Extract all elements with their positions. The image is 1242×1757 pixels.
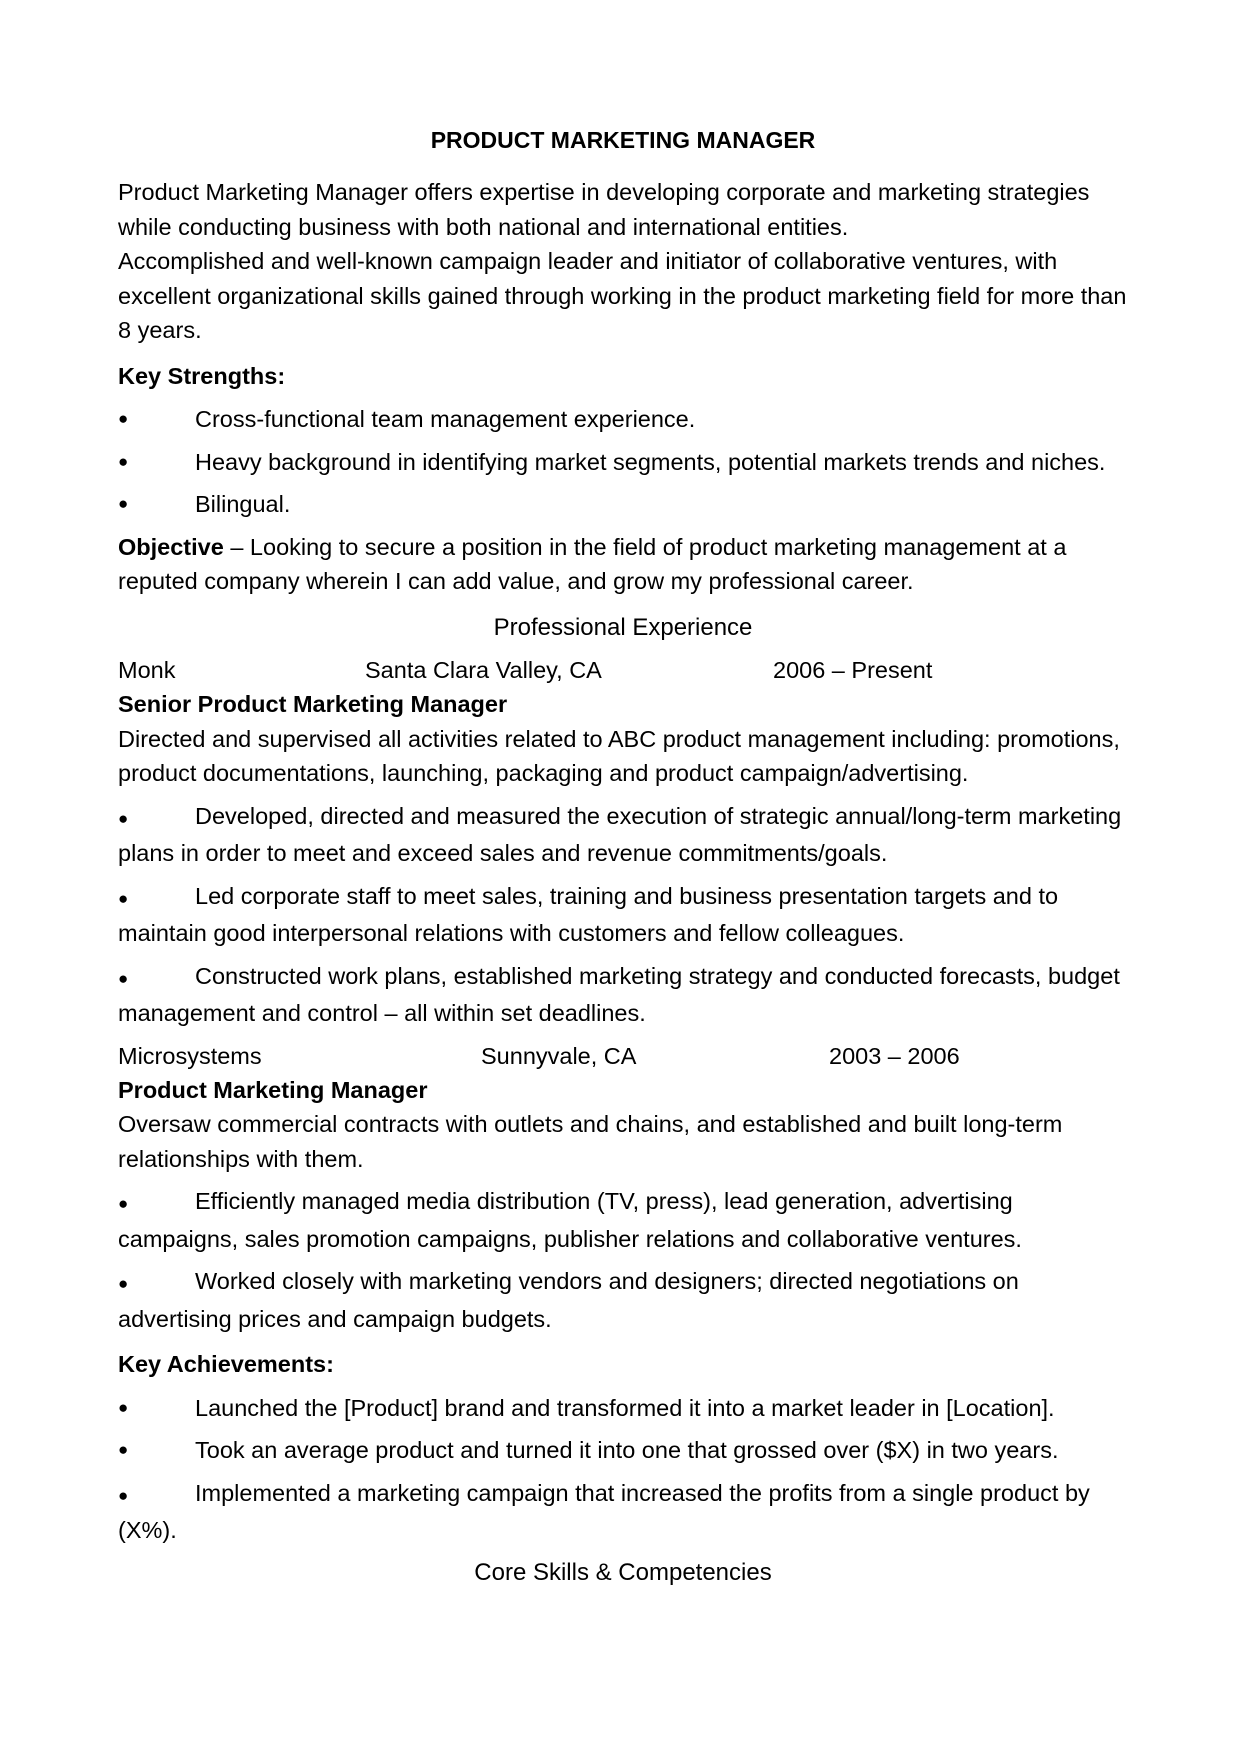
- bullet-icon: ●: [118, 1194, 129, 1213]
- job-1-bullets: [118, 799, 1128, 1031]
- strength-text: Bilingual.: [195, 491, 291, 517]
- key-achievements-list: [118, 1391, 1128, 1548]
- job-bullet-text: Efficiently managed media distribution (TV, press), lead generation, advertising campaigns, sales promotion campaigns, publisher relations and collaborative ventures.: [118, 1188, 1022, 1252]
- list-item: [118, 959, 1128, 1031]
- bullet-icon: ●: [118, 968, 129, 988]
- key-strengths-list: [118, 402, 1128, 522]
- key-strengths-heading: Key Strengths:: [118, 362, 286, 389]
- bullet-icon: ●: [118, 808, 129, 828]
- core-skills-heading: Core Skills & Competencies: [474, 1558, 772, 1586]
- resume-title: PRODUCT MARKETING MANAGER: [430, 127, 816, 153]
- list-item: [118, 445, 1128, 480]
- job-company: Microsystems: [118, 1042, 262, 1069]
- job-location: Santa Clara Valley, CA: [365, 657, 602, 683]
- bullet-icon: ●: [118, 1274, 129, 1293]
- job-company: Monk: [118, 657, 176, 683]
- list-item: [118, 1433, 1128, 1468]
- job-title: Product Marketing Manager: [118, 1076, 428, 1103]
- bullet-icon: ●: [118, 494, 129, 513]
- achievement-text: Took an average product and turned it into one that grossed over ($X) in two years.: [195, 1437, 1059, 1463]
- job-header-1: [118, 653, 1128, 687]
- key-achievements-heading: Key Achievements:: [118, 1351, 334, 1377]
- resume-page: [118, 125, 1128, 1598]
- bullet-icon: ●: [118, 1397, 129, 1417]
- job-dates: 2003 – 2006: [829, 1042, 960, 1069]
- achievement-text: Launched the [Product] brand and transformed it into a market leader in [Location].: [195, 1394, 1055, 1421]
- bullet-icon: ●: [118, 1485, 129, 1505]
- professional-experience-heading: Professional Experience: [493, 613, 753, 641]
- job-description: Oversaw commercial contracts with outlets and chains, and established and built long-term relationships with them.: [118, 1111, 1063, 1172]
- list-item: [118, 799, 1128, 871]
- job-location: Sunnyvale, CA: [481, 1042, 637, 1069]
- summary-paragraph-2: Accomplished and well-known campaign leader and initiator of collaborative ventures, with excellent organizational skills gained through working in the product marketing field for more than 8 years.: [118, 248, 1127, 343]
- objective-paragraph: [118, 530, 1128, 599]
- job-bullet-text: Led corporate staff to meet sales, training and business presentation targets and to maintain good interpersonal relations with customers and fellow colleagues.: [118, 882, 1059, 946]
- list-item: [118, 487, 1128, 522]
- strength-text: Heavy background in identifying market segments, potential markets trends and niches.: [195, 448, 1106, 475]
- job-title: Senior Product Marketing Manager: [118, 691, 508, 717]
- job-bullet-text: Worked closely with marketing vendors and designers; directed negotiations on advertising prices and campaign budgets.: [118, 1268, 1019, 1332]
- job-description: Directed and supervised all activities related to ABC product management including: promotions, product documentations, launching, packaging and product campaign/advertising.: [118, 725, 1120, 786]
- list-item: [118, 1264, 1128, 1336]
- list-item: [118, 1391, 1128, 1426]
- objective-text: – Looking to secure a position in the field of product marketing management at a reputed company wherein I can add value, and grow my professional career.: [118, 533, 1067, 594]
- strength-text: Cross-functional team management experience.: [195, 406, 696, 432]
- objective-label: Objective: [118, 533, 224, 560]
- list-item: [118, 879, 1128, 951]
- job-bullet-text: Constructed work plans, established marketing strategy and conducted forecasts, budget management and control – all within set deadlines.: [118, 962, 1120, 1026]
- list-item: [118, 1476, 1128, 1548]
- bullet-icon: ●: [118, 451, 129, 471]
- bullet-icon: ●: [118, 1440, 129, 1459]
- bullet-icon: ●: [118, 888, 129, 908]
- job-bullet-text: Developed, directed and measured the execution of strategic annual/long-term marketing plans in order to meet and exceed sales and revenue commitments/goals.: [118, 802, 1122, 866]
- bullet-icon: ●: [118, 409, 129, 428]
- job-2-bullets: [118, 1184, 1128, 1336]
- list-item: [118, 402, 1128, 437]
- achievement-text: Implemented a marketing campaign that increased the profits from a single product by (X%).: [118, 1479, 1090, 1543]
- list-item: [118, 1184, 1128, 1256]
- job-header-2: [118, 1039, 1128, 1073]
- summary-paragraph-1: Product Marketing Manager offers expertise in developing corporate and marketing strategies while conducting business with both national and international entities.: [118, 179, 1090, 240]
- job-dates: 2006 – Present: [773, 657, 933, 683]
